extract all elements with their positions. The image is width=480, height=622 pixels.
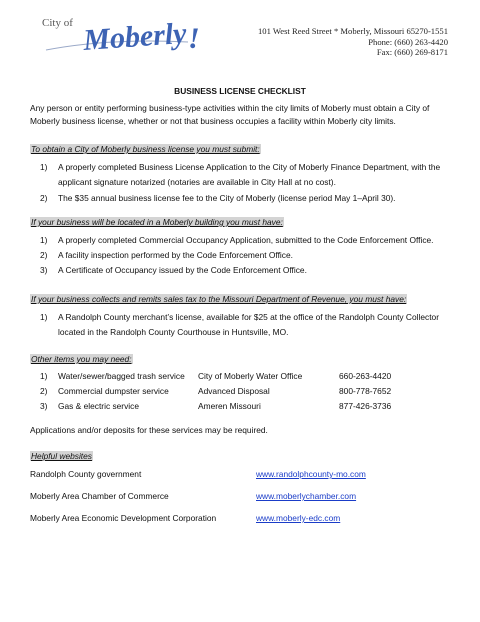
website-name: Moberly Area Chamber of Commerce	[30, 491, 169, 501]
list-item	[30, 469, 460, 491]
service-provider: Advanced Disposal	[198, 386, 270, 396]
list-item: 2) The $35 annual business license fee to the City of Moberly (license period May 1–April 30).	[40, 193, 396, 203]
services-table	[30, 369, 460, 414]
section-building-heading	[30, 212, 284, 230]
service-phone: 660-263-4420	[339, 371, 392, 381]
table-row: 2) Commercial dumpster service Advanced Disposal 800-778-7652	[30, 384, 460, 399]
list-item	[30, 513, 460, 535]
websites-list	[30, 469, 460, 535]
section-other-items-heading	[30, 349, 133, 367]
section-heading: To obtain a City of Moberly business license you must submit:	[31, 144, 260, 154]
logo-exclaim: !	[188, 22, 200, 55]
intro-paragraph: Any person or entity performing business-type activities within the city limits of Moberly must obtain a City of Moberly business license, whether or not that business occupies a facility within Moberly city limits.	[30, 103, 430, 126]
services-note: Applications and/or deposits for these services may be required.	[30, 425, 268, 435]
list-item: 1) A properly completed Business License Application to the City of Moberly Finance Department, with the applicant signature notarized (notaries are available in City Hall at no cost).	[40, 162, 441, 187]
license-requirements-list	[30, 160, 460, 206]
section-sales-tax-heading	[30, 289, 407, 307]
list-item: 2) A facility inspection performed by the Code Enforcement Office.	[40, 250, 293, 260]
list-item: 1) A Randolph County merchant’s license, available for $25 at the office of the Randolph County Collector located in the Randolph County Courthouse in Huntsville, MO.	[40, 312, 439, 337]
address-street: 101 West Reed Street * Moberly, Missouri 65270-1551	[257, 26, 448, 36]
address-fax: Fax: (660) 269-8171	[376, 47, 448, 58]
document-title: BUSINESS LICENSE CHECKLIST	[174, 86, 306, 96]
service-name: Commercial dumpster service	[58, 386, 169, 396]
website-name: Moberly Area Economic Development Corporation	[30, 513, 217, 523]
section-license-heading	[30, 139, 261, 157]
service-phone: 800-778-7652	[339, 386, 392, 396]
building-requirements-list	[30, 233, 460, 278]
table-row: 1) Water/sewer/bagged trash service City of Moberly Water Office 660-263-4420	[30, 369, 460, 384]
website-link[interactable]: www.moberly-edc.com	[256, 513, 341, 523]
address-phone: Phone: (660) 263-4420	[368, 36, 448, 47]
service-name: Gas & electric service	[58, 401, 139, 411]
section-websites-heading	[30, 446, 93, 464]
website-link[interactable]: www.randolphcounty-mo.com	[256, 469, 366, 479]
section-heading: Helpful websites	[31, 451, 92, 461]
service-provider: City of Moberly Water Office	[198, 371, 303, 381]
website-link[interactable]: www.moberlychamber.com	[256, 491, 357, 501]
city-logo	[38, 12, 208, 68]
table-row: 3) Gas & electric service Ameren Missouri 877-426-3736	[30, 399, 460, 414]
service-provider: Ameren Missouri	[198, 401, 261, 411]
section-heading: Other items you may need:	[31, 354, 132, 364]
website-name: Randolph County government	[30, 469, 142, 479]
address-block	[258, 26, 448, 58]
section-heading: If your business collects and remits sales tax to the Missouri Department of Revenue, you must have:	[31, 294, 407, 304]
service-name: Water/sewer/bagged trash service	[58, 371, 185, 381]
section-heading: If your business will be located in a Moberly building you must have:	[31, 217, 283, 227]
service-phone: 877-426-3736	[339, 401, 392, 411]
logo-name: Moberly	[82, 16, 188, 57]
sales-tax-requirements-list	[30, 310, 460, 340]
logo-city-of: City of	[42, 17, 73, 29]
list-item	[30, 491, 460, 513]
list-item: 1) A properly completed Commercial Occupancy Application, submitted to the Code Enforcement Office.	[40, 235, 434, 245]
list-item: 3) A Certificate of Occupancy issued by the Code Enforcement Office.	[40, 265, 307, 275]
